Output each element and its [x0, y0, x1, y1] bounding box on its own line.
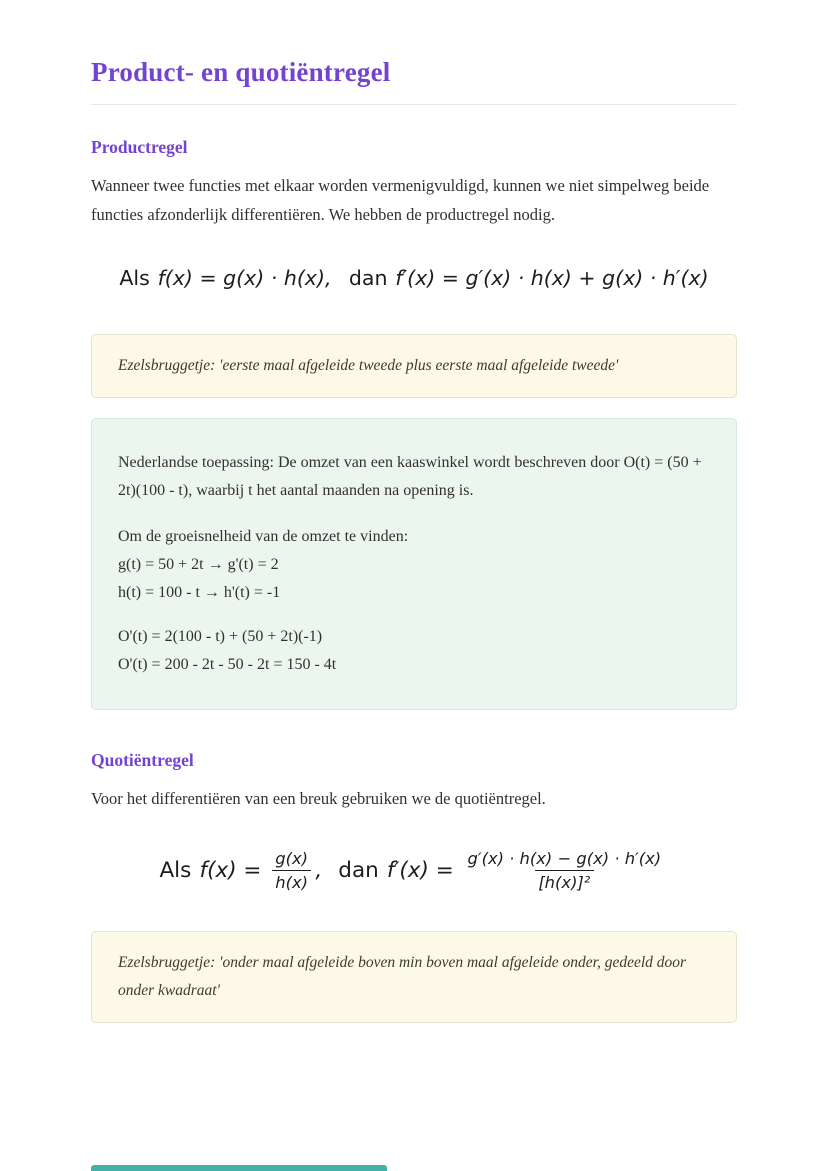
fraction-numerator: g′(x) · h(x) − g(x) · h′(x)	[467, 848, 662, 868]
product-rule-formula	[91, 266, 737, 290]
title-divider	[91, 104, 737, 105]
quotient-formula-rhs: f′(x) =	[386, 858, 454, 884]
product-example-callout	[91, 418, 737, 710]
formula-word-als: Als	[159, 858, 192, 884]
quotient-formula-lhs: f(x) =	[199, 858, 262, 884]
section-quotientregel	[91, 750, 737, 1023]
fraction-numerator: g(x)	[275, 848, 308, 868]
product-formula-lhs: f(x) = g(x) · h(x),	[157, 266, 332, 291]
example-result-group	[118, 623, 710, 679]
formula-word-dan: dan	[338, 858, 379, 884]
quotient-formula-fraction-big	[464, 848, 664, 893]
product-formula-rhs: f′(x) = g′(x) · h(x) + g(x) · h′(x)	[395, 266, 709, 291]
quotient-mnemonic-callout	[91, 931, 737, 1023]
fraction-denominator: [h(x)]²	[535, 870, 594, 893]
example-intro-paragraph: Nederlandse toepassing: De omzet van een kaaswinkel wordt beschreven door O(t) = (50 + 2t)(100 - t), waarbij t het aantal maanden na opening is.	[118, 454, 702, 500]
section-productregel	[91, 137, 737, 710]
next-block-cutoff-edge	[91, 1165, 387, 1171]
quotient-rule-formula	[91, 848, 737, 893]
quotient-mnemonic-text: Ezelsbruggetje: 'onder maal afgeleide boven min boven maal afgeleide onder, gedeeld door onder kwadraat'	[118, 954, 687, 1000]
productregel-intro: Wanneer twee functies met elkaar worden vermenigvuldigd, kunnen we niet simpelweg beide functies afzonderlijk differentiëren. We hebben de productregel nodig.	[91, 176, 710, 225]
example-line: h(t) = 100 - t → h'(t) = -1	[118, 584, 281, 602]
example-derivatives-group	[118, 523, 710, 607]
product-mnemonic-text: Ezelsbruggetje: 'eerste maal afgeleide tweede plus eerste maal afgeleide tweede'	[118, 357, 619, 375]
productregel-heading: Productregel	[91, 137, 188, 158]
example-line: O'(t) = 200 - 2t - 50 - 2t = 150 - 4t	[118, 656, 337, 674]
formula-comma: ,	[315, 858, 323, 884]
formula-word-als: Als	[119, 266, 150, 291]
quotientregel-heading: Quotiëntregel	[91, 750, 194, 771]
fraction-denominator: h(x)	[272, 870, 311, 893]
quotient-formula-fraction-small	[272, 848, 311, 893]
product-mnemonic-callout	[91, 334, 737, 398]
quotientregel-intro: Voor het differentiëren van een breuk gebruiken we de quotiëntregel.	[91, 789, 546, 809]
formula-word-dan: dan	[348, 266, 388, 291]
page-title: Product- en quotiëntregel	[91, 57, 391, 87]
example-line: g(t) = 50 + 2t → g'(t) = 2	[118, 556, 279, 574]
example-line: Om de groeisnelheid van de omzet te vinden:	[118, 528, 409, 546]
example-line: O'(t) = 2(100 - t) + (50 + 2t)(-1)	[118, 628, 323, 646]
